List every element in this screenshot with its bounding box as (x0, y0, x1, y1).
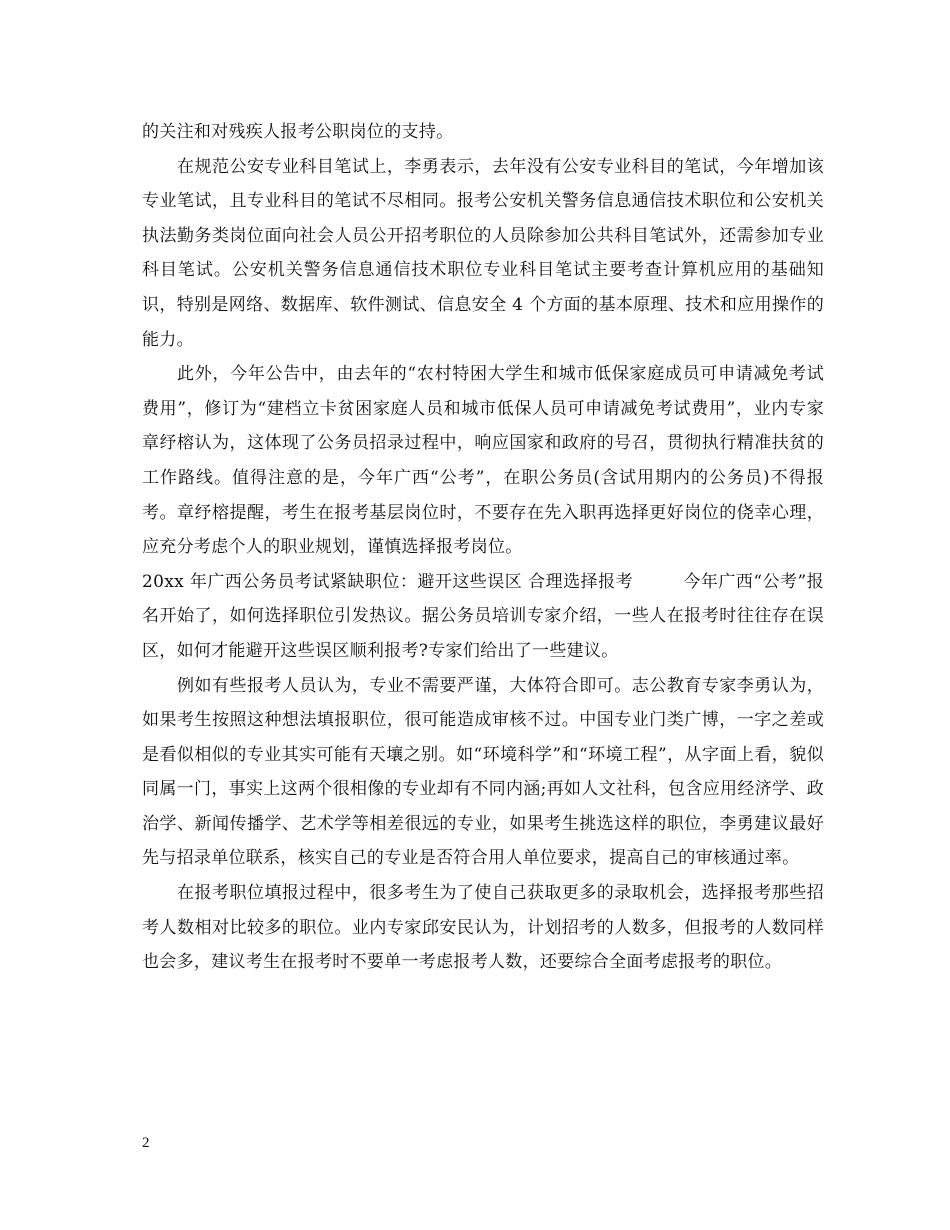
paragraph-6: 在报考职位填报过程中，很多考生为了使自己获取更多的录取机会，选择报考那些招考人数相对比较多的职位。业内专家邱安民认为，计划招考的人数多，但报考的人数同样也会多，建议考生在报考时不要单一考虑报考人数，还要综合全面考虑报考的职位。 (142, 883, 824, 973)
paragraph-1: 的关注和对残疾人报考公职岗位的支持。 (142, 122, 454, 142)
paragraph-5: 例如有些报考人员认为，专业不需要严谨，大体符合即可。志公教育专家李勇认为，如果考生按照这种想法填报职位，很可能造成审核不过。中国专业门类广博，一字之差或是看似相似的专业其实可能有天壤之别。如“环境科学”和“环境工程”，从字面上看，貌似同属一门，事实上这两个很相像的专业却有不同内涵;再如人文社科，包含应用经济学、政治学、新闻传播学、艺术学等相差很远的专业，如果考生挑选这样的职位，李勇建议最好先与招录单位联系，核实自己的专业是否符合用人单位要求，提高自己的审核通过率。 (142, 675, 824, 869)
document-body (142, 115, 824, 980)
headline-text: 今年广西“公考”报名开始了，如何选择职位引发热议。据公务员培训专家介绍，一些人在报考时往往存在误区，如何才能避开这些误区顺利报考?专家们给出了一些建议。 (142, 571, 824, 661)
paragraph-3: 此外，今年公告中，由去年的“农村特困大学生和城市低保家庭成员可申请减免考试费用”，修订为“建档立卡贫困家庭人员和城市低保人员可申请减免考试费用”，业内专家章纾榕认为，这体现了公务员招录过程中，响应国家和政府的号召，贯彻执行精准扶贫的工作路线。值得注意的是，今年广西“公考”，在职公务员(含试用期内的公务员)不得报考。章纾榕提醒，考生在报考基层岗位时，不要存在先入职再选择更好岗位的侥幸心理，应充分考虑个人的职业规划，谨慎选择报考岗位。 (142, 364, 824, 558)
page-number: 2 (142, 1135, 150, 1151)
article-title: 20xx 年广西公务员考试紧缺职位：避开这些误区 合理选择报考 (142, 571, 634, 592)
paragraph-2: 在规范公安专业科目笔试上，李勇表示，去年没有公安专业科目的笔试，今年增加该专业笔试，且专业科目的笔试不尽相同。报考公安机关警务信息通信技术职位和公安机关执法勤务类岗位面向社会人员公开招考职位的人员除参加公共科目笔试外，还需参加专业科目笔试。公安机关警务信息通信技术职位专业科目笔试主要考查计算机应用的基础知识，特别是网络、数据库、软件测试、信息安全 4 个方面的基本原理、技术和应用操作的能力。 (142, 156, 824, 350)
headline-paragraph (142, 565, 824, 669)
